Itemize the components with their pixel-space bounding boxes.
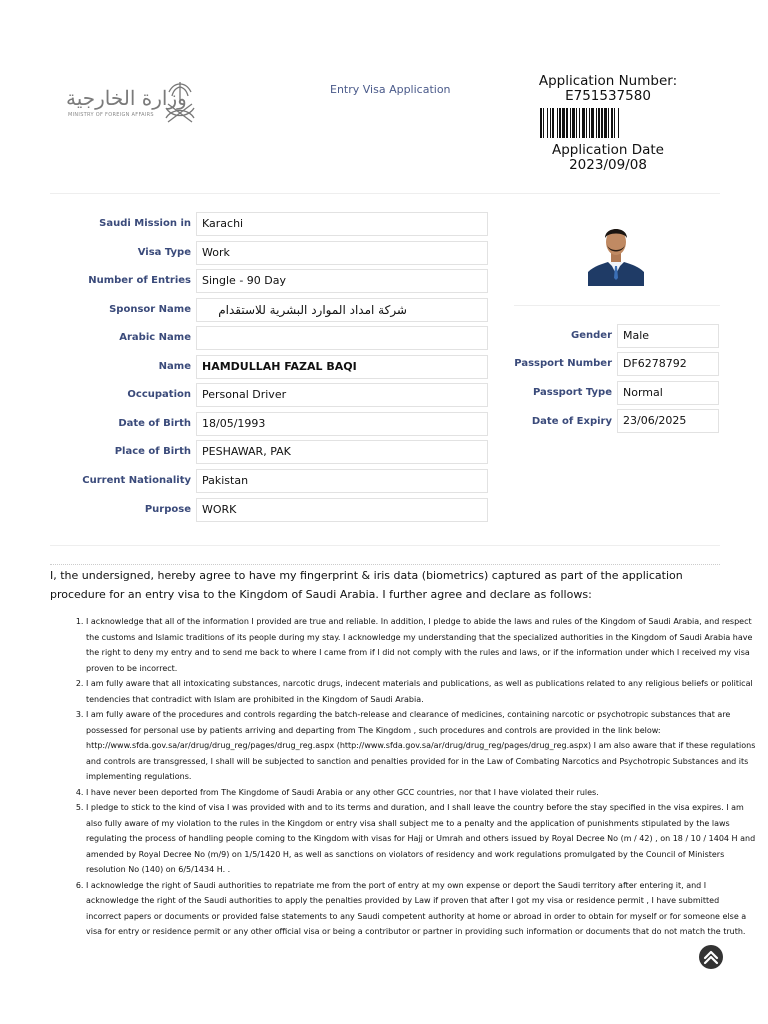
sponsor-field xyxy=(196,298,488,322)
barcode-bar xyxy=(566,108,568,138)
application-date-block xyxy=(528,143,688,173)
barcode-bar xyxy=(572,108,575,138)
application-date: 2023/09/08 xyxy=(569,157,647,173)
term-item: 5. I pledge to stick to the kind of visa I was provided with and to its terms and duration, and I shall leave the country before the stay specified in the visa expires. I am also fully aware of my violation to the rules in the Kingdom or entry visa shall subject me to a penalty and the application of punishments stipulated by the laws regulating the process of handling people coming to the Kingdom with visas for Hajj or Umrah and others issued by Royal Decree No (m / 42) , on 18 / 10 / 1404 H and amended by Royal Decree No (m/9) on 1/5/1420 H, as well as sanctions on violators of residency and work regulations promulgated by the Council of Ministers resolution No (140) on 6/5/1434 H. . xyxy=(86,800,756,878)
term-item: 3. I am fully aware of the procedures and controls regarding the batch-release and clearance of medicines, containing narcotic or psychotropic substances that are possessed for personal use by patients arriving and departing from The Kingdom , such procedures and controls are provided in the link below: http://www.sfda.gov.sa/ar/drug/drug_reg/pages/drug_reg.aspx (http://www.sfda.gov.sa/ar/drug/drug_reg/pages/drug_reg.aspx) I am also aware that if these regulations and controls are transgressed, I shall will be subjected to sanction and penalties provided for in the Law of Combating Narcotics and Psychotropic Substances and its implementing regulations. xyxy=(86,707,756,785)
entries-label: Number of Entries xyxy=(88,275,191,286)
term-item: 4. I have never been deported from The Kingdome of Saudi Arabia or any other GCC countries, nor that I have violated their rules. xyxy=(86,785,756,801)
nationality-label: Current Nationality xyxy=(82,475,191,486)
application-date-label: Application Date xyxy=(552,142,664,158)
barcode-bar xyxy=(547,108,548,138)
barcode-bar xyxy=(552,108,554,138)
scroll-to-top-button[interactable] xyxy=(699,945,723,969)
barcode-bar xyxy=(598,108,600,138)
barcode-bar xyxy=(586,108,587,138)
term-item: 6. I acknowledge the right of Saudi authorities to repatriate me from the port of entry at my own expense or deport the Saudi territory after entering it, and I acknowledge the right of the Saudi authorities to apply the penalties provided by Law if proven that after I got my visa or residence permit , I have submitted incorrect papers or documents or provided false statements to any Saudi competent authority at home or abroad in order to obtain for myself or for someone else a visa for entry or residence permit or any other official visa or being a contributor or partner in providing such information or documents that do not match the truth. xyxy=(86,878,756,940)
expiry-field: 23/06/2025 xyxy=(617,409,719,433)
application-number-block xyxy=(528,74,688,104)
barcode-bar xyxy=(611,108,613,138)
sponsor-label: Sponsor Name xyxy=(109,304,191,315)
barcode-bar xyxy=(608,108,609,138)
pob-field: PESHAWAR, PAK xyxy=(196,440,488,464)
chevron-up-icon xyxy=(699,945,723,969)
barcode-bar xyxy=(543,108,544,138)
declaration-divider xyxy=(50,564,720,565)
term-item: 1. I acknowledge that all of the information I provided are true and reliable. In addition, I pledge to abide the laws and rules of the Kingdom of Saudi Arabia, and respect the customs and Islamic traditions of its people during my stay. I acknowledge my understanding that the specialized authorities in the Kingdom of Saudi Arabia have the right to deny my entry and to send me back to where I came from if I did not comply with the rules and laws, or if the information under which I received my visa proven to be incorrect. xyxy=(86,614,756,676)
occupation-field: Personal Driver xyxy=(196,383,488,407)
saudi-mission-label: Saudi Mission in xyxy=(99,218,191,229)
name-field: HAMDULLAH FAZAL BAQI xyxy=(196,355,488,379)
barcode-bar xyxy=(576,108,577,138)
barcode-bar xyxy=(591,108,594,138)
barcode-bar xyxy=(570,108,571,138)
entries-field: Single - 90 Day xyxy=(196,269,488,293)
gender-field: Male xyxy=(617,324,719,348)
barcode-bar xyxy=(589,108,590,138)
passport-type-label: Passport Type xyxy=(532,387,612,398)
visa-type-label: Visa Type xyxy=(137,247,191,258)
arabic-name-field xyxy=(196,326,488,350)
ministry-logo-english: MINISTRY OF FOREIGN AFFAIRS xyxy=(68,112,154,118)
passport-type-field: Normal xyxy=(617,381,719,405)
sponsor-name-text: شركة امداد الموارد البشرية للاستقدام xyxy=(218,303,407,317)
barcode-bar xyxy=(559,108,561,138)
application-number: E751537580 xyxy=(565,88,651,104)
application-number-label: Application Number: xyxy=(538,73,678,89)
term-item: 2. I am fully aware that all intoxicating substances, narcotic drugs, indecent materials and publications, as well as publications related to any religious beliefs or political tendencies that contradict with Islam are prohibited in the Kingdom of Saudi Arabia. xyxy=(86,676,756,707)
nationality-field: Pakistan xyxy=(196,469,488,493)
barcode-bar xyxy=(562,108,565,138)
passport-number-label: Passport Number xyxy=(514,358,612,369)
expiry-label: Date of Expiry xyxy=(531,416,612,427)
barcode-bar xyxy=(614,108,615,138)
barcode-bar xyxy=(604,108,607,138)
ministry-logo-arabic: وزارة الخارجية xyxy=(66,86,187,110)
applicant-photo xyxy=(588,216,644,286)
dob-label: Date of Birth xyxy=(118,418,191,429)
purpose-field: WORK xyxy=(196,498,488,522)
arabic-name-label: Arabic Name xyxy=(119,332,191,343)
saudi-mission-field: Karachi xyxy=(196,212,488,236)
barcode-bar xyxy=(601,108,603,138)
passport-number-field: DF6278792 xyxy=(617,352,719,376)
saudi-emblem-icon xyxy=(160,78,200,124)
terms-list xyxy=(50,614,756,940)
pob-label: Place of Birth xyxy=(114,446,191,457)
photo-divider xyxy=(514,305,720,306)
barcode-bar xyxy=(557,108,558,138)
document-title: Entry Visa Application xyxy=(330,83,451,96)
header-divider xyxy=(50,193,720,194)
barcode-bar xyxy=(579,108,580,138)
gender-label: Gender xyxy=(571,330,612,341)
application-barcode xyxy=(540,108,676,138)
occupation-label: Occupation xyxy=(127,389,191,400)
declaration-text: I, the undersigned, hereby agree to have my fingerprint & iris data (biometrics) captured as part of the application procedure for an entry visa to the Kingdom of Saudi Arabia. I further agree and declare as follows: xyxy=(50,569,683,601)
visa-type-field: Work xyxy=(196,241,488,265)
barcode-bar xyxy=(550,108,551,138)
section-divider xyxy=(50,545,720,546)
name-label: Name xyxy=(158,361,191,372)
barcode-bar xyxy=(596,108,597,138)
barcode-bar xyxy=(618,108,619,138)
purpose-label: Purpose xyxy=(144,504,191,515)
barcode-bar xyxy=(582,108,585,138)
barcode-bar xyxy=(540,108,542,138)
dob-field: 18/05/1993 xyxy=(196,412,488,436)
